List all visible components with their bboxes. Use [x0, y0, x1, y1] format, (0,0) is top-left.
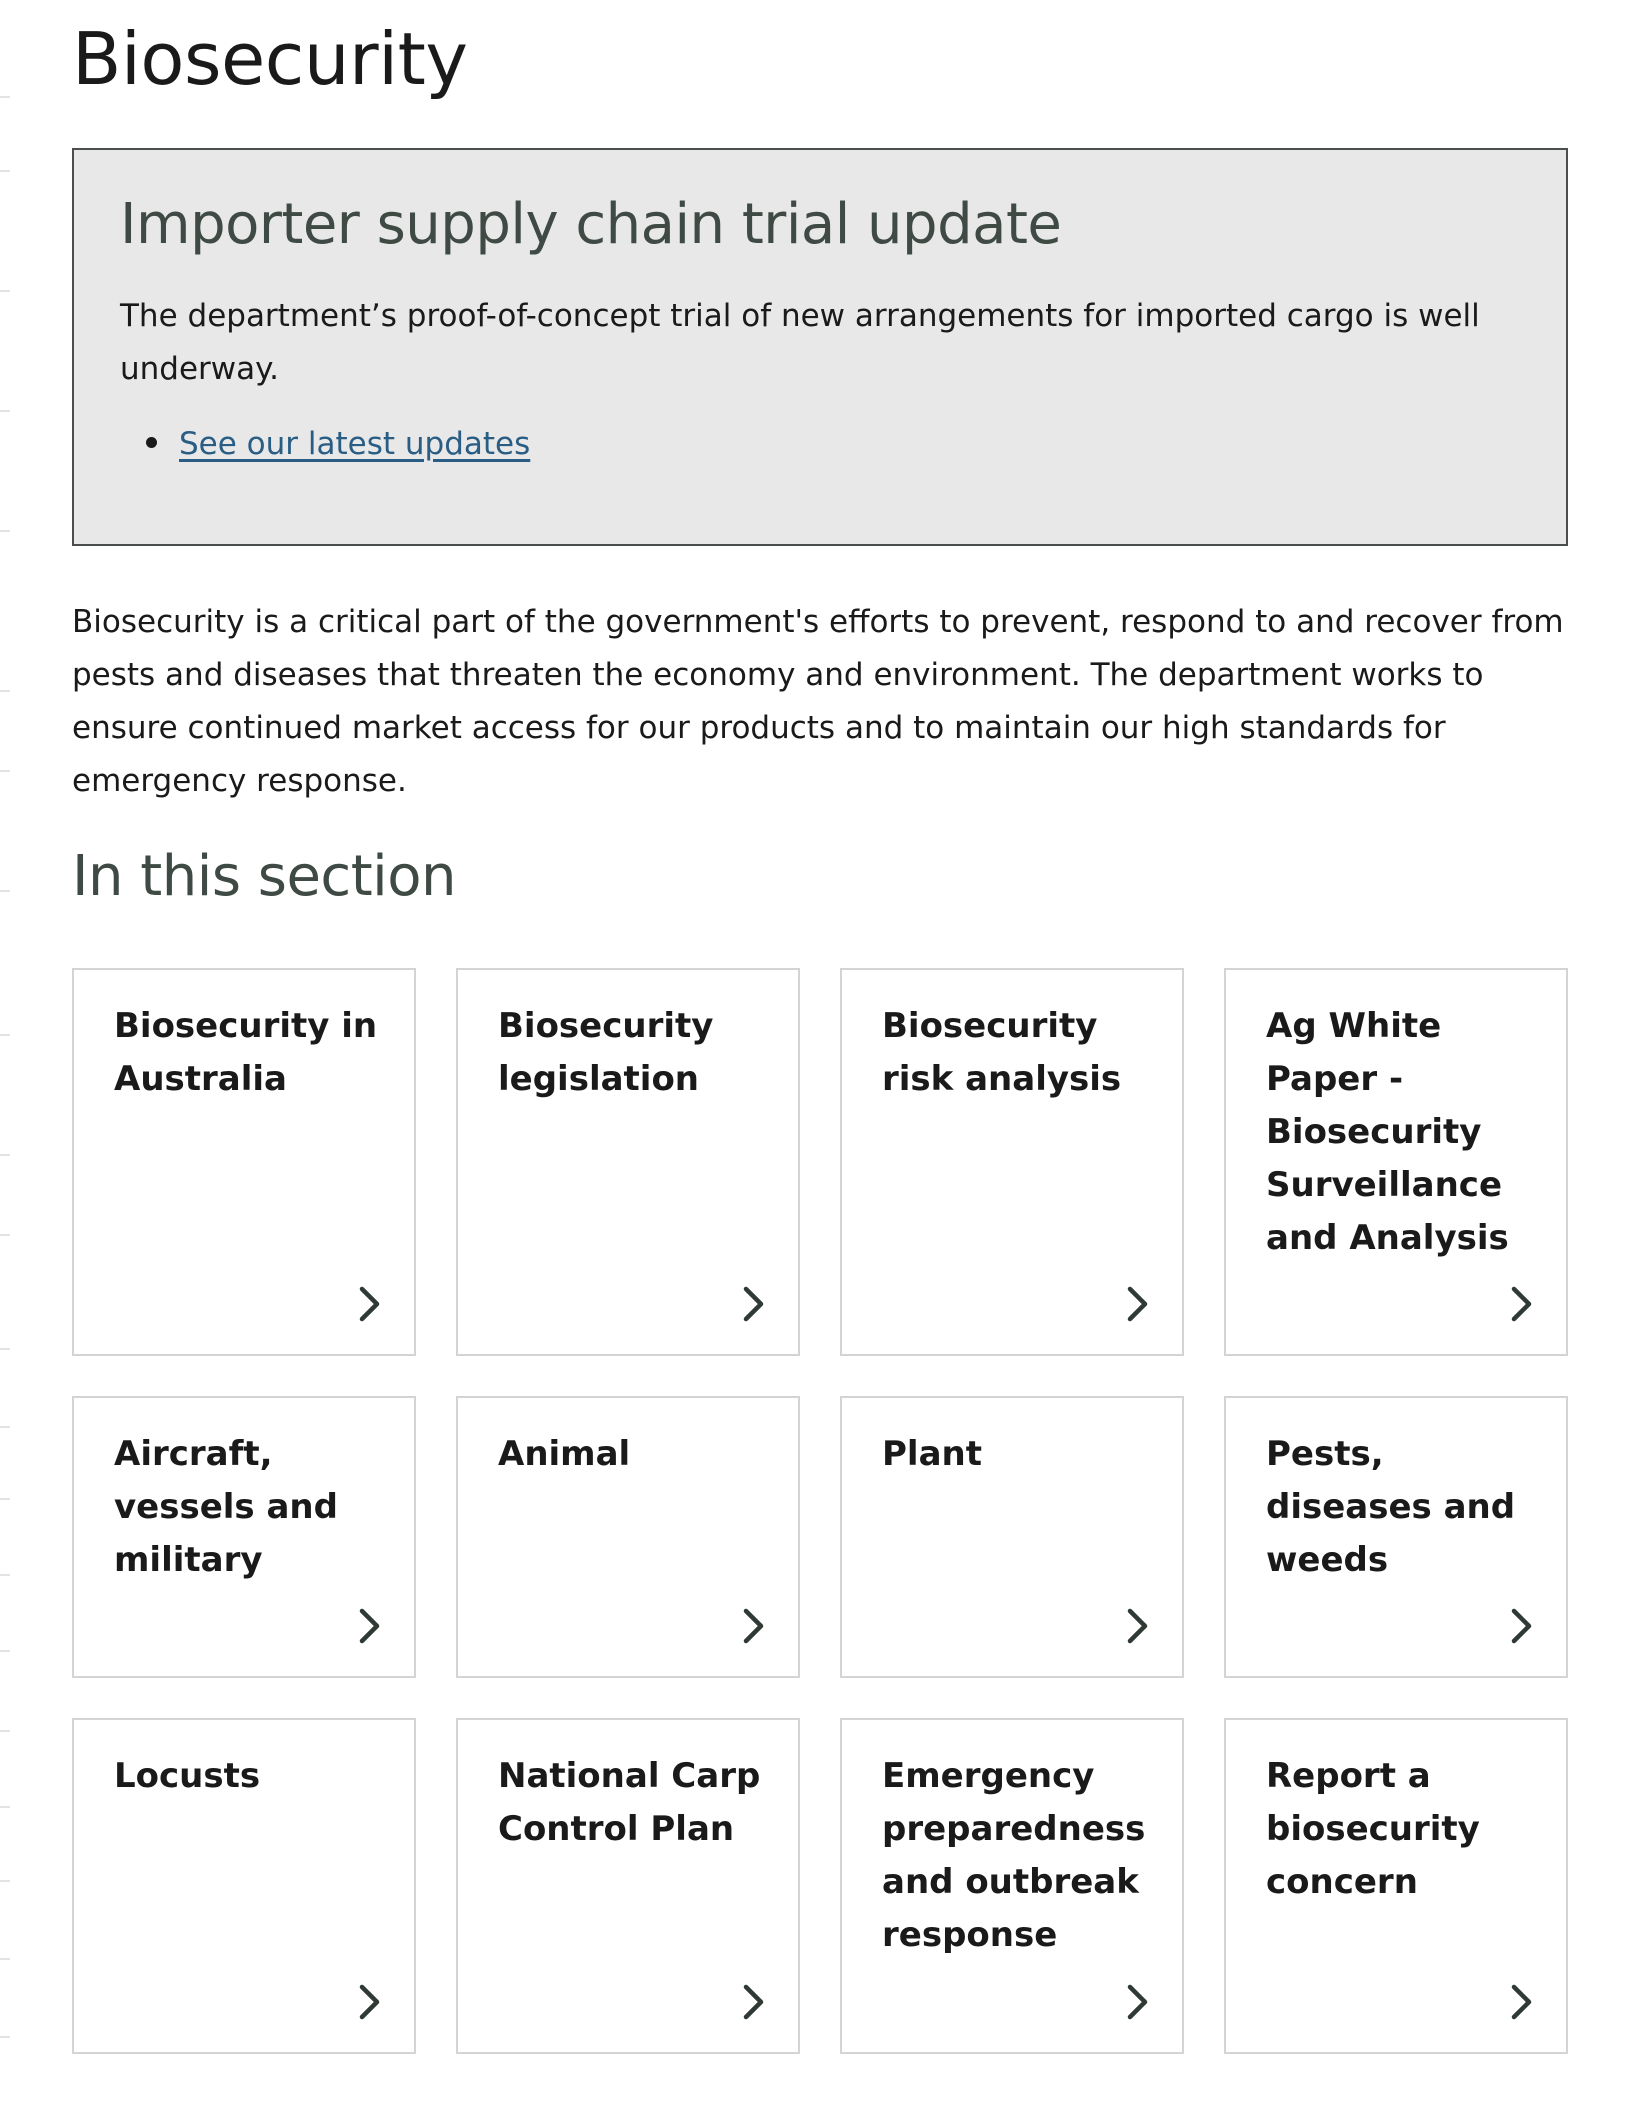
callout-heading: Importer supply chain trial update	[120, 192, 1062, 257]
main-content	[72, 0, 1572, 1955]
chevron-right-icon	[738, 1284, 768, 1324]
section-heading: In this section	[72, 844, 456, 909]
card-animal[interactable]	[456, 1396, 800, 1678]
card-label: Emergency preparedness and outbreak response	[882, 1756, 1146, 1955]
chevron-right-icon	[354, 1606, 384, 1646]
chevron-right-icon	[738, 1606, 768, 1646]
chevron-right-icon	[1122, 1606, 1152, 1646]
latest-updates-link[interactable]: See our latest updates	[179, 426, 531, 462]
card-label: Ag White Paper - Biosecurity Surveillance and Analysis	[1266, 1006, 1509, 1258]
intro-paragraph: Biosecurity is a critical part of the government's efforts to prevent, respond to and recover from pests and diseases that threaten the economy and environment. The department works to ensure continued market access for our products and to maintain our high standards for emergency response.	[72, 604, 1564, 799]
card-label: Pests, diseases and weeds	[1266, 1434, 1516, 1580]
callout-link-item	[120, 418, 530, 471]
card-aircraft-vessels-military[interactable]	[72, 1396, 416, 1678]
card-label: Biosecurity risk analysis	[882, 1006, 1122, 1099]
card-ag-white-paper[interactable]	[1224, 968, 1568, 1356]
card-label: National Carp Control Plan	[498, 1756, 761, 1849]
card-biosecurity-in-australia[interactable]	[72, 968, 416, 1356]
card-label: Biosecurity in Australia	[114, 1006, 378, 1099]
card-label: Aircraft, vessels and military	[114, 1434, 338, 1580]
card-label: Report a biosecurity concern	[1266, 1756, 1480, 1902]
card-locusts[interactable]	[72, 1718, 416, 2054]
card-plant[interactable]	[840, 1396, 1184, 1678]
chevron-right-icon	[1506, 1606, 1536, 1646]
callout-body: The department’s proof-of-concept trial of new arrangements for imported cargo is well underway.	[120, 298, 1480, 387]
chevron-right-icon	[1122, 1982, 1152, 2022]
chevron-right-icon	[1506, 1982, 1536, 2022]
card-biosecurity-risk-analysis[interactable]	[840, 968, 1184, 1356]
callout-box	[72, 148, 1568, 546]
chevron-right-icon	[354, 1982, 384, 2022]
bullet-dot-icon	[146, 437, 157, 448]
card-label: Animal	[498, 1434, 631, 1474]
card-label: Biosecurity legislation	[498, 1006, 714, 1099]
page-title: Biosecurity	[72, 17, 468, 101]
chevron-right-icon	[354, 1284, 384, 1324]
left-gutter-ticks	[0, 0, 10, 2122]
card-label: Locusts	[114, 1756, 261, 1796]
chevron-right-icon	[1506, 1284, 1536, 1324]
card-emergency-preparedness[interactable]	[840, 1718, 1184, 2054]
chevron-right-icon	[1122, 1284, 1152, 1324]
card-biosecurity-legislation[interactable]	[456, 968, 800, 1356]
card-report-biosecurity-concern[interactable]	[1224, 1718, 1568, 2054]
card-pests-diseases-weeds[interactable]	[1224, 1396, 1568, 1678]
card-label: Plant	[882, 1434, 982, 1474]
chevron-right-icon	[738, 1982, 768, 2022]
card-national-carp-control-plan[interactable]	[456, 1718, 800, 2054]
